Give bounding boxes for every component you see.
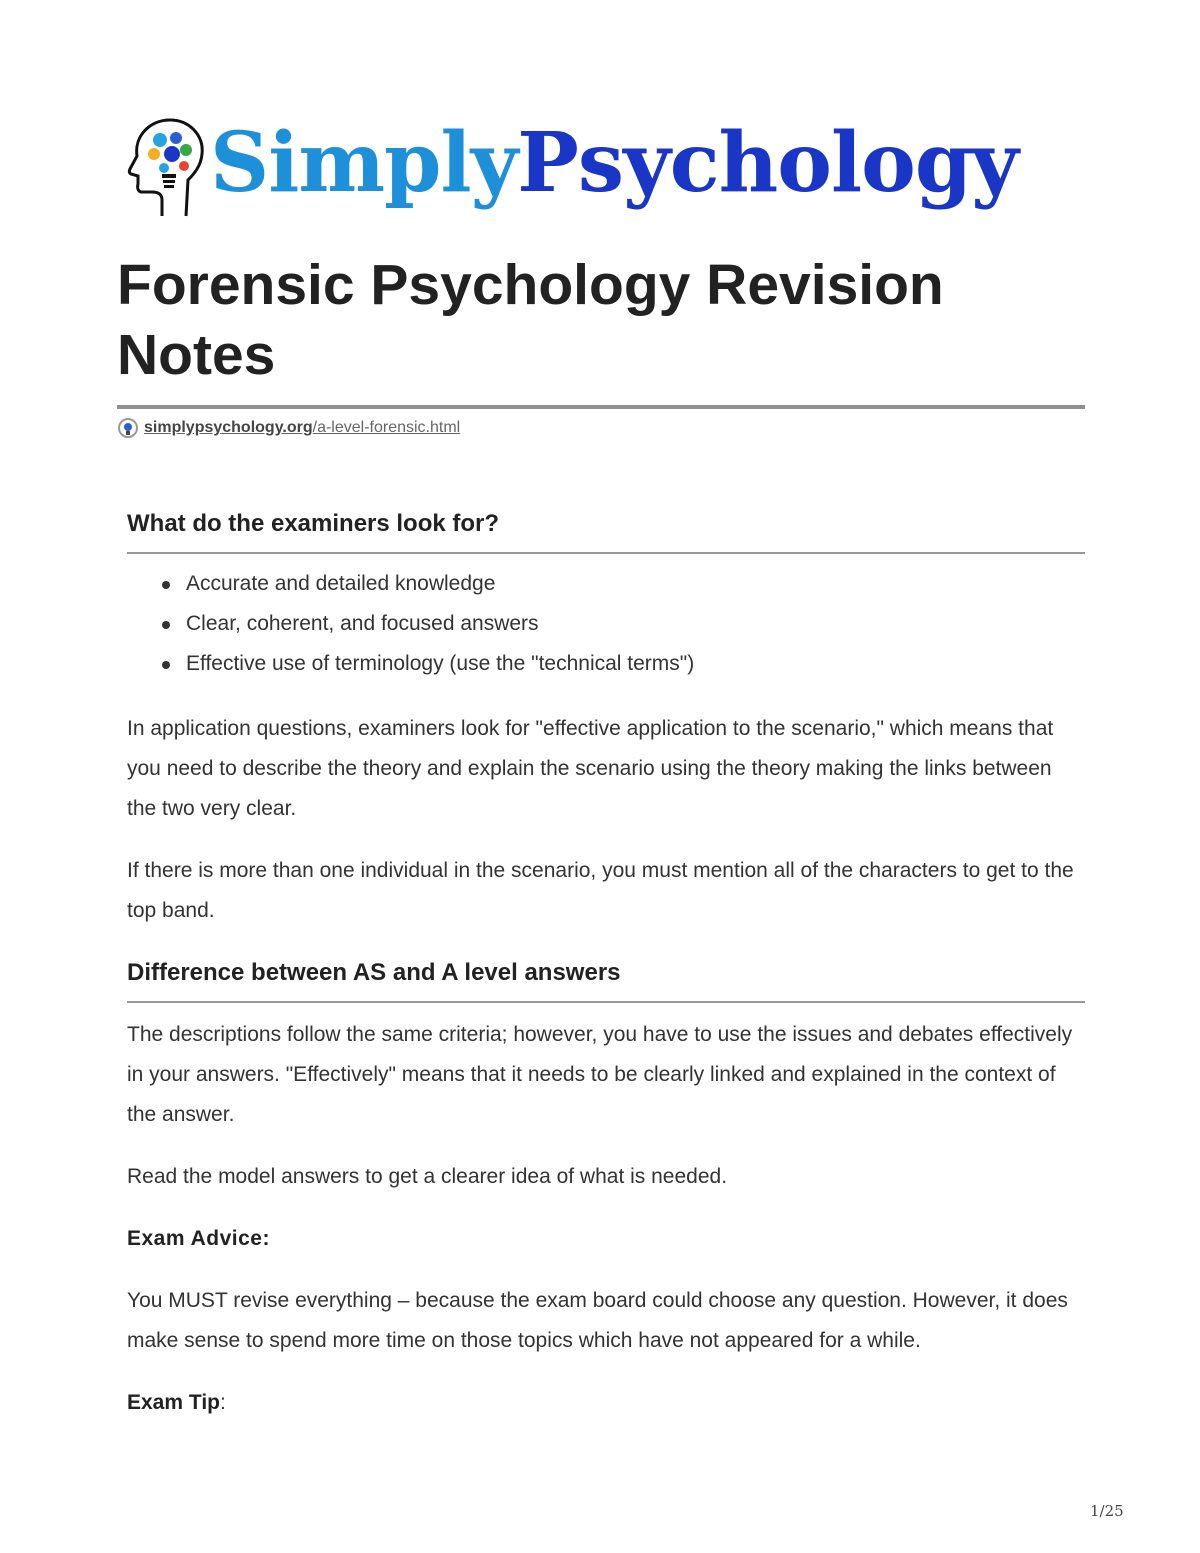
exam-advice-label: Exam Advice: bbox=[127, 1227, 270, 1250]
exam-tip-colon: : bbox=[219, 1391, 226, 1414]
examiner-criteria-list bbox=[127, 564, 1085, 684]
paragraph-application: In application questions, examiners look for "effective application to the scenario," which means that you need to describe the theory and explain the scenario using the theory making the links between the two very clear. bbox=[127, 717, 1054, 820]
exam-tip-label-row bbox=[127, 1383, 1085, 1423]
exam-tip-label: Exam Tip bbox=[127, 1391, 220, 1414]
source-domain: simplypsychology.org bbox=[144, 419, 313, 436]
heading-as-vs-a-level: Difference between AS and A level answers bbox=[127, 957, 1085, 1003]
list-item: Effective use of terminology (use the "technical terms") bbox=[127, 644, 1085, 684]
head-gears-logo-icon bbox=[118, 114, 208, 220]
paragraph-descriptions: The descriptions follow the same criteria; however, you have to use the issues and debates effectively in your answers. "Effectively" means that it needs to be clearly linked and explained in the context of the answer. bbox=[127, 1023, 1073, 1126]
page-title: Forensic Psychology Revision Notes bbox=[117, 253, 944, 387]
source-url-link[interactable] bbox=[144, 419, 460, 437]
paragraph-model-answers: Read the model answers to get a clearer idea of what is needed. bbox=[127, 1165, 728, 1188]
page-number: 1/25 bbox=[1090, 1502, 1124, 1520]
exam-advice-label-row bbox=[127, 1219, 1085, 1259]
logo-wordmark bbox=[210, 115, 1018, 211]
article-body bbox=[127, 508, 1085, 1423]
paragraph-characters: If there is more than one individual in the scenario, you must mention all of the characters to get to the top band. bbox=[127, 859, 1074, 922]
site-favicon-icon bbox=[117, 417, 139, 439]
source-link-row bbox=[117, 417, 460, 439]
simplypsychology-logo bbox=[118, 112, 1018, 222]
list-item: Clear, coherent, and focused answers bbox=[127, 604, 1085, 644]
logo-psychology: Psychology bbox=[517, 115, 1018, 211]
logo-simply: Simply bbox=[210, 115, 518, 211]
heading-examiners: What do the examiners look for? bbox=[127, 508, 1085, 554]
title-divider bbox=[117, 405, 1085, 409]
list-item: Accurate and detailed knowledge bbox=[127, 564, 1085, 604]
paragraph-revise-everything: You MUST revise everything – because the exam board could choose any question. However, it does make sense to spend more time on those topics which have not appeared for a while. bbox=[127, 1289, 1068, 1352]
source-path: /a-level-forensic.html bbox=[312, 419, 461, 436]
